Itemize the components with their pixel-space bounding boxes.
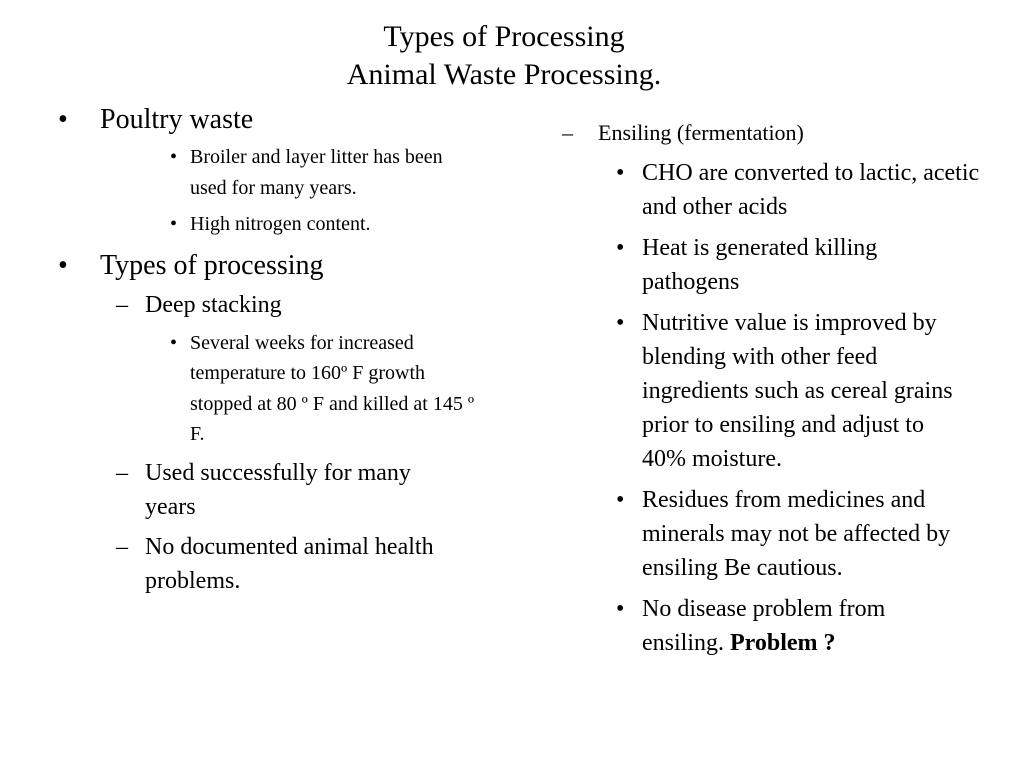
subbullet-text: No disease problem from ensiling. (642, 596, 886, 656)
subbullet-residues (616, 483, 1002, 585)
dash-used-successfully (100, 456, 465, 524)
subbullet-text: Nutritive value is improved by blending with other feed ingredients such as cereal grains prior to ensiling and adjust to 40% moisture. (642, 310, 953, 472)
dash-text: Deep stacking (145, 291, 282, 318)
subbullet-cho (616, 156, 1002, 224)
subbullet-text: Heat is generated killing pathogens (642, 235, 878, 295)
left-column (58, 100, 478, 604)
bullet-icon: • (170, 146, 178, 168)
bullet-label: Types of processing (100, 249, 324, 281)
dash-text: Ensiling (fermentation) (598, 120, 804, 145)
dash-icon: – (116, 459, 128, 486)
dash-text: No documented animal health problems. (145, 533, 434, 594)
problem-emphasis: Problem ? (730, 630, 836, 656)
bullet-types-of-processing (58, 250, 478, 282)
subbullet-nitrogen (170, 209, 478, 240)
title-line-1: Types of Processing (383, 20, 625, 53)
subbullet-no-disease (616, 592, 962, 660)
bullet-icon: • (616, 310, 625, 336)
dash-deep-stacking (100, 288, 478, 322)
bullet-icon: • (616, 235, 625, 261)
subbullet-several-weeks (170, 328, 478, 450)
bullet-icon: • (58, 249, 68, 281)
subbullet-nutritive (616, 306, 972, 476)
slide-title (0, 18, 1008, 94)
bullet-label: Poultry waste (100, 104, 254, 135)
dash-ensiling (562, 116, 1002, 150)
subbullet-text: Several weeks for increased temperature to 160º F growth stopped at 80 º F and killed at 145 º F. (190, 331, 475, 445)
bullet-icon: • (170, 331, 178, 354)
bullet-icon: • (170, 213, 178, 235)
right-column (562, 116, 1002, 667)
left-bullet-list (58, 104, 478, 598)
subbullet-text: Residues from medicines and minerals may not be affected by ensiling Be cautious. (642, 487, 951, 581)
title-line-2: Animal Waste Processing. (346, 58, 662, 91)
subbullet-text: High nitrogen content. (190, 213, 371, 235)
bullet-icon: • (616, 596, 625, 622)
bullet-poultry-waste (58, 104, 478, 136)
dash-icon: – (116, 533, 128, 560)
dash-icon: – (116, 291, 128, 318)
dash-no-documented (100, 530, 445, 598)
right-bullet-list (562, 116, 1002, 660)
bullet-icon: • (616, 160, 625, 186)
bullet-icon: • (58, 104, 68, 135)
subbullet-text: Broiler and layer litter has been used for many years. (190, 146, 443, 199)
bullet-icon: • (616, 487, 625, 513)
subbullet-text: CHO are converted to lactic, acetic and other acids (642, 160, 980, 220)
dash-text: Used successfully for many years (145, 459, 411, 520)
dash-icon: – (562, 120, 573, 145)
subbullet-heat (616, 231, 962, 299)
subbullet-broiler-litter (170, 142, 478, 203)
